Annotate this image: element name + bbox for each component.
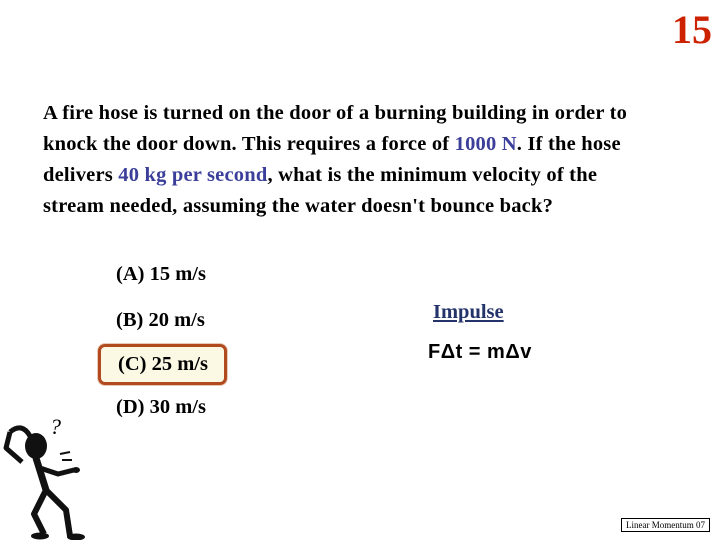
- slide-number: 15: [672, 7, 712, 52]
- footer-label: Linear Momentum 07: [621, 518, 710, 532]
- question-text: [43, 98, 633, 222]
- impulse-link[interactable]: Impulse: [433, 301, 504, 323]
- choice-d[interactable]: (D) 30 m/s: [116, 396, 206, 418]
- impulse-formula: FΔt = mΔv: [428, 341, 532, 363]
- question-part-1: A fire hose is turned on the door of a burning building in order to knock the door down. This requires a force of: [43, 102, 628, 155]
- svg-text:?: ?: [50, 414, 61, 439]
- question-part-3: , what is the minimum velocity of the stream needed, assuming the water doesn't bounce back?: [43, 164, 598, 217]
- rate-value: 40 kg per second: [118, 164, 268, 186]
- choice-a[interactable]: (A) 15 m/s: [116, 263, 206, 285]
- choice-b[interactable]: (B) 20 m/s: [116, 309, 205, 331]
- confused-stick-figure-icon: [0, 410, 120, 545]
- force-value: 1000 N: [454, 133, 517, 155]
- question-part-2: . If the hose delivers: [43, 133, 621, 186]
- choice-c-correct[interactable]: (C) 25 m/s: [98, 344, 227, 385]
